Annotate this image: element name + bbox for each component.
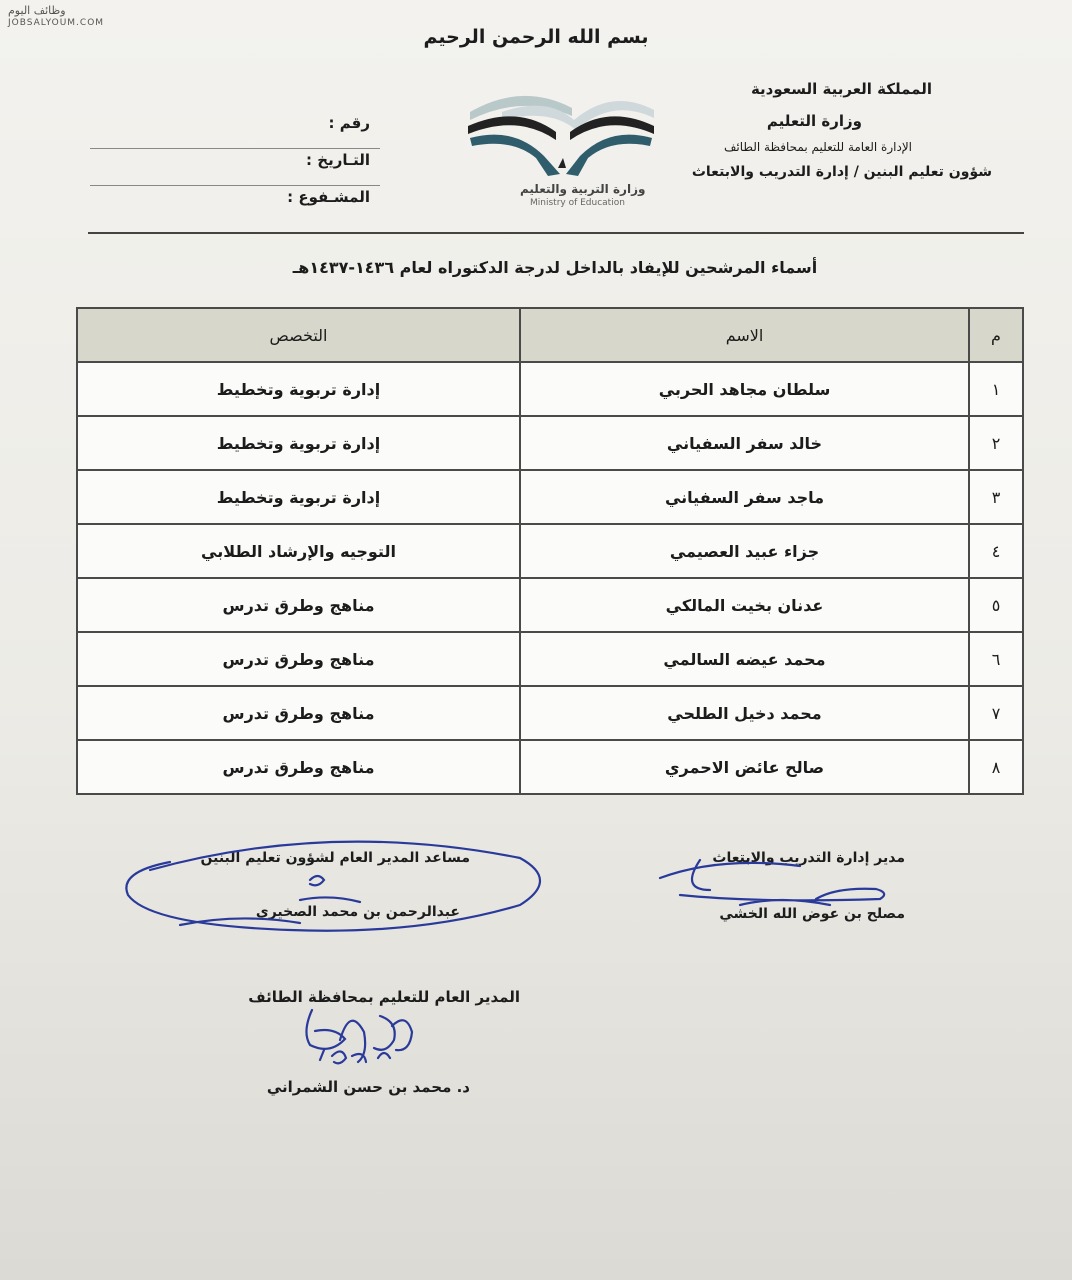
org-ministry: وزارة التعليم — [766, 112, 862, 130]
signature-assistant-director — [150, 850, 470, 920]
date-label: التـاريخ : — [306, 151, 370, 169]
logo-english-text: Ministry of Education — [530, 198, 625, 208]
signature-title: مدير إدارة التدريب والابتعاث — [712, 850, 905, 866]
watermark-arabic: وظائف اليوم — [8, 4, 66, 17]
header-specialization: التخصص — [77, 308, 520, 362]
signature-name: عبدالرحمن بن محمد الصخيري — [255, 904, 460, 920]
table-header-row — [77, 308, 1023, 362]
row-number: ١ — [969, 362, 1023, 416]
organization-header — [612, 80, 992, 180]
header-divider — [88, 232, 1024, 234]
candidates-table — [76, 307, 1024, 795]
header-number: م — [969, 308, 1023, 362]
table-row — [77, 470, 1023, 524]
table-row — [77, 632, 1023, 686]
row-specialization: إدارة تربوية وتخطيط — [77, 416, 520, 470]
signature-training-director — [640, 850, 905, 922]
table-row — [77, 686, 1023, 740]
row-name: عدنان بخيت المالكي — [520, 578, 969, 632]
signature-name: مصلح بن عوض الله الخشي — [719, 906, 905, 922]
logo-arabic-text: وزارة التربية والتعليم — [520, 182, 646, 196]
row-specialization: التوجيه والإرشاد الطلابي — [77, 524, 520, 578]
signature-name: د. محمد بن حسن الشمراني — [266, 1078, 470, 1096]
row-name: محمد دخيل الطلحي — [520, 686, 969, 740]
row-number: ٧ — [969, 686, 1023, 740]
attachments-field — [90, 186, 380, 222]
row-name: جزاء عبيد العصيمي — [520, 524, 969, 578]
row-number: ٣ — [969, 470, 1023, 524]
row-number: ٢ — [969, 416, 1023, 470]
header-name: الاسم — [520, 308, 969, 362]
document-title: أسماء المرشحين للإيفاد بالداخل لدرجة الدكتوراه لعام ١٤٣٦-١٤٣٧هـ — [292, 258, 818, 277]
signature-title: مساعد المدير العام لشؤون تعليم البنين — [200, 850, 470, 866]
row-name: خالد سفر السفياني — [520, 416, 969, 470]
signature-title: المدير العام للتعليم بمحافظة الطائف — [248, 988, 520, 1006]
row-specialization: إدارة تربوية وتخطيط — [77, 362, 520, 416]
row-specialization: مناهج وطرق تدرس — [77, 578, 520, 632]
row-name: ماجد سفر السفياني — [520, 470, 969, 524]
table-row — [77, 740, 1023, 794]
row-specialization: مناهج وطرق تدرس — [77, 740, 520, 794]
table-row — [77, 524, 1023, 578]
signature-general-director — [150, 988, 520, 1096]
number-label: رقم : — [328, 114, 370, 132]
reference-fields — [90, 112, 380, 222]
number-field — [90, 112, 380, 149]
row-name: صالح عائض الاحمري — [520, 740, 969, 794]
watermark-url: JOBSALYOUM.COM — [8, 18, 105, 28]
org-department: شؤون تعليم البنين / إدارة التدريب والابتعاث — [691, 164, 992, 180]
row-name: محمد عيضه السالمي — [520, 632, 969, 686]
row-name: سلطان مجاهد الحربي — [520, 362, 969, 416]
row-specialization: مناهج وطرق تدرس — [77, 632, 520, 686]
row-number: ٦ — [969, 632, 1023, 686]
row-specialization: مناهج وطرق تدرس — [77, 686, 520, 740]
basmala: بسم الله الرحمن الرحيم — [423, 26, 649, 48]
row-number: ٥ — [969, 578, 1023, 632]
table-row — [77, 578, 1023, 632]
org-directorate: الإدارة العامة للتعليم بمحافظة الطائف — [723, 140, 912, 154]
date-field — [90, 149, 380, 186]
table-row — [77, 362, 1023, 416]
org-country: المملكة العربية السعودية — [750, 80, 932, 98]
row-number: ٨ — [969, 740, 1023, 794]
attachments-label: المشـفوع : — [287, 188, 370, 206]
row-specialization: إدارة تربوية وتخطيط — [77, 470, 520, 524]
table-row — [77, 416, 1023, 470]
row-number: ٤ — [969, 524, 1023, 578]
